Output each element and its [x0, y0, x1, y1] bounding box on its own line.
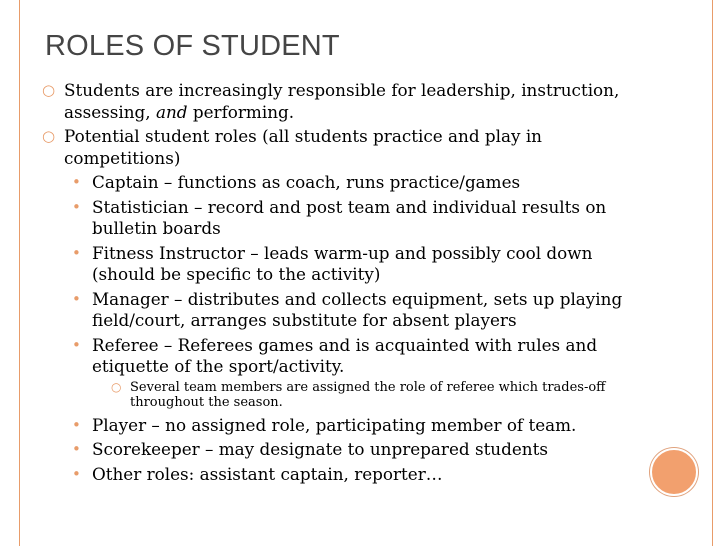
decorative-orange-circle — [650, 448, 698, 496]
dot-bullet-icon: • — [72, 173, 81, 191]
bullet-student-roles — [40, 126, 640, 169]
bullet-leadership-text: Students are increasingly responsible for leadership, instruction, assessing, and performing. — [64, 80, 620, 122]
bullet-student-roles-text: Potential student roles (all students practice and play in competitions) — [64, 126, 542, 168]
sub-item-manager: • Manager – distributes and collects equipment, sets up playing field/court, arranges substitute for absent players — [72, 288, 623, 330]
emphasis-and: and — [155, 101, 188, 122]
sub-item-statistician: • Statistician – record and post team and individual results on bulletin boards — [72, 196, 607, 238]
sub-item-referee: • Referee – Referees games and is acquainted with rules and etiquette of the sport/activity. — [72, 334, 598, 376]
sub-item-other-roles: • Other roles: assistant captain, reporter… — [72, 463, 443, 484]
bullet-list — [40, 80, 640, 485]
referee-note: ○ Several team members are assigned the role of referee which trades-off throughout the season. — [111, 379, 606, 410]
dot-bullet-icon: • — [72, 464, 81, 483]
sub-item-captain: • Captain – functions as coach, runs practice/games — [72, 172, 521, 192]
bullet-leadership — [40, 80, 640, 123]
hollow-circle-bullet-icon: ○ — [111, 379, 122, 394]
dot-bullet-icon: • — [72, 289, 81, 308]
dot-bullet-icon: • — [72, 197, 81, 216]
hollow-circle-bullet-icon: ○ — [42, 81, 56, 99]
sub-item-player: • Player – no assigned role, participating member of team. — [72, 414, 577, 435]
slide-content — [40, 80, 640, 488]
hollow-circle-bullet-icon: ○ — [42, 127, 56, 145]
sub-item-scorekeeper: • Scorekeeper – may designate to unprepared students — [72, 439, 548, 459]
dot-bullet-icon: • — [72, 335, 81, 354]
slide-title: ROLES OF STUDENT — [45, 30, 340, 62]
dot-bullet-icon: • — [72, 415, 81, 434]
dot-bullet-icon: • — [72, 243, 81, 262]
dot-bullet-icon: • — [72, 440, 81, 458]
slide-frame-right-line — [712, 0, 713, 546]
sub-item-fitness-instructor: • Fitness Instructor – leads warm-up and possibly cool down (should be specific to the activity) — [72, 242, 593, 284]
slide-frame-left-line — [19, 0, 20, 546]
